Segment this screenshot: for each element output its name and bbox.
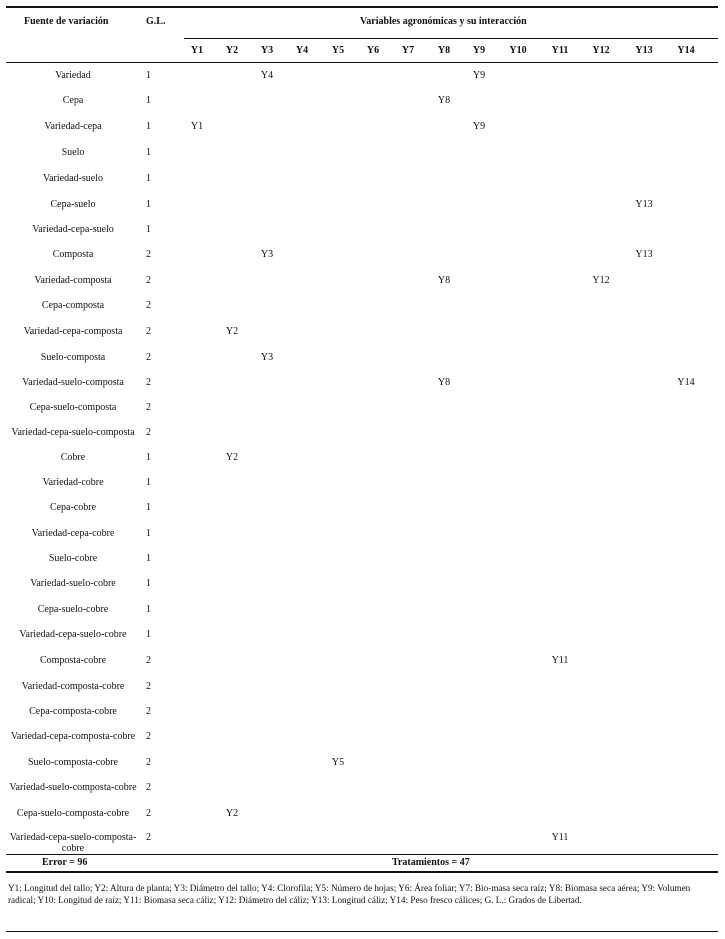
significance-mark: Y8 bbox=[437, 275, 451, 286]
source-of-variation: Composta-cobre bbox=[39, 655, 107, 666]
degrees-of-freedom: 2 bbox=[146, 731, 151, 742]
source-of-variation: Variedad-suelo-cobre bbox=[30, 578, 116, 589]
column-header-y7: Y7 bbox=[401, 45, 415, 56]
significance-mark: Y9 bbox=[472, 70, 486, 81]
degrees-of-freedom: 2 bbox=[146, 402, 151, 413]
degrees-of-freedom: 1 bbox=[146, 121, 151, 132]
degrees-of-freedom: 2 bbox=[146, 377, 151, 388]
degrees-of-freedom: 1 bbox=[146, 604, 151, 615]
degrees-of-freedom: 1 bbox=[146, 629, 151, 640]
source-of-variation: Variedad-cepa-composta bbox=[23, 326, 123, 337]
footer-bottom-rule bbox=[6, 871, 718, 873]
source-of-variation: Variedad-cepa-suelo-composta bbox=[11, 427, 135, 438]
degrees-of-freedom: 2 bbox=[146, 300, 151, 311]
degrees-of-freedom: 2 bbox=[146, 757, 151, 768]
source-of-variation: Composta bbox=[52, 249, 94, 260]
abbreviations-note: Y1: Longitud del tallo; Y2: Altura de planta; Y3: Diámetro del tallo; Y4: Clorofila; Y5: Número de hojas; Y6: Área foliar; Y7: Bio-masa seca raíz; Y8: Biomasa seca aérea; Y9: Volumen radical; Y10: Longitud de raíz; Y11: Biomasa seca cáliz; Y12: Diámetro del cáliz; Y13: Longitud cáliz; Y14: Peso fresco cálices; G. L.: Grados de Libertad. bbox=[8, 883, 691, 905]
column-header-y8: Y8 bbox=[437, 45, 451, 56]
degrees-of-freedom: 1 bbox=[146, 452, 151, 463]
top-rule bbox=[6, 6, 718, 8]
source-of-variation: Variedad bbox=[55, 70, 91, 81]
degrees-of-freedom: 1 bbox=[146, 502, 151, 513]
degrees-of-freedom: 1 bbox=[146, 147, 151, 158]
source-of-variation: Cepa bbox=[62, 95, 84, 106]
source-of-variation: Variedad-cobre bbox=[42, 477, 104, 488]
source-of-variation: Suelo-composta-cobre bbox=[28, 757, 118, 768]
source-of-variation: Variedad-cepa-composta-cobre bbox=[10, 731, 136, 742]
column-header-y11: Y11 bbox=[551, 45, 569, 56]
source-of-variation: Cepa-cobre bbox=[49, 502, 97, 513]
degrees-of-freedom: 2 bbox=[146, 832, 151, 843]
source-of-variation: Variedad-composta bbox=[34, 275, 112, 286]
column-header-y14: Y14 bbox=[677, 45, 695, 56]
column-header-y3: Y3 bbox=[260, 45, 274, 56]
gl-header: G.L. bbox=[146, 16, 166, 27]
source-of-variation: Cepa-suelo-composta-cobre bbox=[16, 808, 130, 819]
column-header-y10: Y10 bbox=[509, 45, 527, 56]
column-header-y4: Y4 bbox=[295, 45, 309, 56]
variables-subrule bbox=[184, 38, 718, 39]
source-of-variation: Cepa-suelo bbox=[50, 199, 96, 210]
source-of-variation: Cepa-suelo-cobre bbox=[37, 604, 109, 615]
degrees-of-freedom: 2 bbox=[146, 655, 151, 666]
degrees-of-freedom: 1 bbox=[146, 578, 151, 589]
source-header: Fuente de variación bbox=[24, 16, 109, 27]
column-header-y13: Y13 bbox=[635, 45, 653, 56]
significance-mark: Y12 bbox=[592, 275, 610, 286]
source-of-variation: Suelo-cobre bbox=[48, 553, 98, 564]
source-of-variation: Cepa-suelo-composta bbox=[29, 402, 117, 413]
significance-mark: Y8 bbox=[437, 95, 451, 106]
source-of-variation: Variedad-cepa-suelo-composta-cobre bbox=[9, 832, 137, 854]
significance-mark: Y13 bbox=[635, 199, 653, 210]
degrees-of-freedom: 1 bbox=[146, 95, 151, 106]
significance-mark: Y13 bbox=[635, 249, 653, 260]
source-of-variation: Variedad-cepa-suelo-cobre bbox=[19, 629, 127, 640]
degrees-of-freedom: 1 bbox=[146, 199, 151, 210]
significance-mark: Y2 bbox=[225, 808, 239, 819]
source-of-variation: Cepa-composta bbox=[41, 300, 105, 311]
significance-mark: Y2 bbox=[225, 326, 239, 337]
column-header-y12: Y12 bbox=[592, 45, 610, 56]
significance-mark: Y11 bbox=[551, 832, 569, 843]
significance-mark: Y4 bbox=[260, 70, 274, 81]
source-of-variation: Variedad-suelo bbox=[43, 173, 103, 184]
column-header-y1: Y1 bbox=[190, 45, 204, 56]
significance-mark: Y8 bbox=[437, 377, 451, 388]
degrees-of-freedom: 2 bbox=[146, 352, 151, 363]
footer-top-rule bbox=[6, 854, 718, 855]
significance-mark: Y14 bbox=[677, 377, 695, 388]
source-of-variation: Variedad-cepa bbox=[44, 121, 102, 132]
source-of-variation: Variedad-composta-cobre bbox=[21, 681, 125, 692]
significance-mark: Y1 bbox=[190, 121, 204, 132]
significance-mark: Y11 bbox=[551, 655, 569, 666]
significance-mark: Y3 bbox=[260, 352, 274, 363]
source-of-variation: Variedad-cepa-suelo bbox=[32, 224, 114, 235]
degrees-of-freedom: 1 bbox=[146, 553, 151, 564]
source-of-variation: Variedad-cepa-cobre bbox=[31, 528, 115, 539]
degrees-of-freedom: 2 bbox=[146, 275, 151, 286]
significance-mark: Y3 bbox=[260, 249, 274, 260]
source-of-variation: Suelo-composta bbox=[40, 352, 106, 363]
variables-header: Variables agronómicas y su interacción bbox=[360, 16, 527, 27]
source-of-variation: Cepa-composta-cobre bbox=[29, 706, 117, 717]
error-df: Error = 96 bbox=[42, 857, 88, 868]
degrees-of-freedom: 2 bbox=[146, 249, 151, 260]
header-bottom-rule bbox=[6, 62, 718, 63]
source-of-variation: Cobre bbox=[60, 452, 86, 463]
degrees-of-freedom: 1 bbox=[146, 173, 151, 184]
degrees-of-freedom: 2 bbox=[146, 706, 151, 717]
degrees-of-freedom: 1 bbox=[146, 528, 151, 539]
column-header-y5: Y5 bbox=[331, 45, 345, 56]
significance-mark: Y9 bbox=[472, 121, 486, 132]
degrees-of-freedom: 2 bbox=[146, 427, 151, 438]
degrees-of-freedom: 2 bbox=[146, 782, 151, 793]
degrees-of-freedom: 1 bbox=[146, 224, 151, 235]
source-of-variation: Variedad-suelo-composta-cobre bbox=[9, 782, 137, 793]
degrees-of-freedom: 2 bbox=[146, 326, 151, 337]
degrees-of-freedom: 2 bbox=[146, 681, 151, 692]
significance-mark: Y5 bbox=[331, 757, 345, 768]
column-header-y2: Y2 bbox=[225, 45, 239, 56]
treatments-df: Tratamientos = 47 bbox=[392, 857, 470, 868]
table-end-rule bbox=[6, 931, 718, 932]
degrees-of-freedom: 2 bbox=[146, 808, 151, 819]
degrees-of-freedom: 1 bbox=[146, 477, 151, 488]
column-header-y6: Y6 bbox=[366, 45, 380, 56]
source-of-variation: Suelo bbox=[61, 147, 85, 158]
column-header-y9: Y9 bbox=[472, 45, 486, 56]
source-of-variation: Variedad-suelo-composta bbox=[22, 377, 124, 388]
significance-mark: Y2 bbox=[225, 452, 239, 463]
degrees-of-freedom: 1 bbox=[146, 70, 151, 81]
